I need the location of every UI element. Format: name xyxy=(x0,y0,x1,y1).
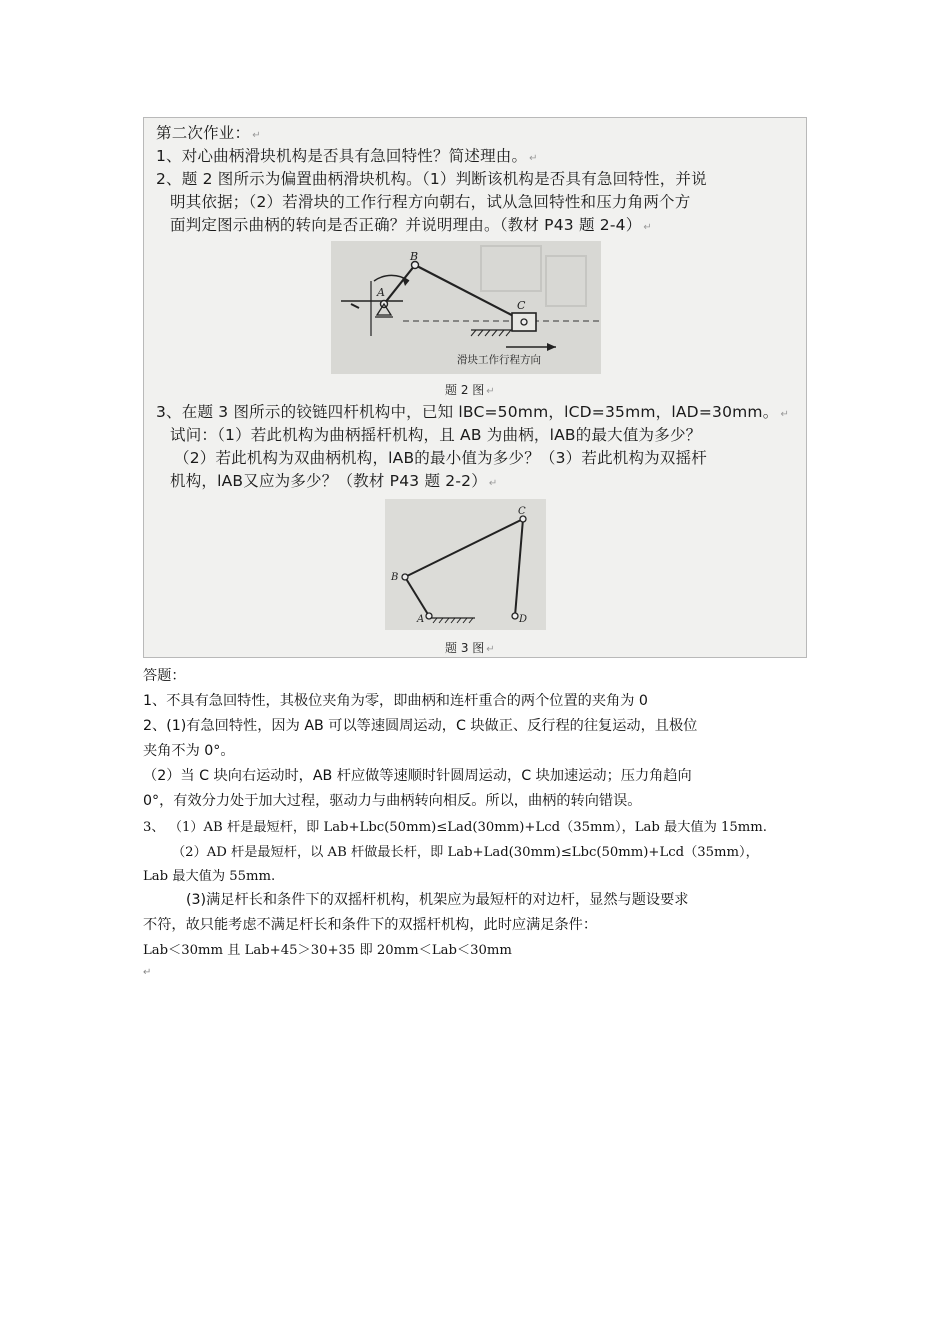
answer-3-line-1: 3、 （1）AB 杆是最短杆，即 Lab+Lbc(50mm)≤Lad(30mm)+Lcd（35mm），Lab 最大值为 15mm. xyxy=(143,820,767,835)
question-3-line-3: （2）若此机构为双曲柄机构，lAB的最小值为多少？（3）若此机构为双摇杆 xyxy=(174,449,707,467)
point-c-label: C xyxy=(517,299,526,312)
scanned-assignment xyxy=(143,117,807,658)
answer-3-line-2: （2）AD 杆是最短杆，以 AB 杆做最长杆，即 Lab+Lad(30mm)≤Lbc(50mm)+Lcd（35mm）， xyxy=(172,845,759,860)
figure-3-caption: 题 3 图 ↵ xyxy=(445,641,495,655)
paragraph-mark: ↵ xyxy=(143,967,152,978)
slider-crank-diagram xyxy=(331,241,601,374)
answer-2-line-1: 2、(1)有急回特性，因为 AB 可以等速圆周运动，C 块做正、反行程的往复运动，且极位 xyxy=(143,718,698,734)
question-3-line-4: 机构，lAB又应为多少？（教材 P43 题 2-2） ↵ xyxy=(170,472,498,490)
four-bar-linkage-diagram xyxy=(385,499,546,630)
question-3-line-1: 3、在题 3 图所示的铰链四杆机构中，已知 lBC=50mm，lCD=35mm，lAD=30mm。 ↵ xyxy=(156,403,790,421)
question-3-line-2: 试问：（1）若此机构为曲柄摇杆机构，且 AB 为曲柄，lAB的最大值为多少？ xyxy=(170,426,702,444)
answer-3-line-3: Lab 最大值为 55mm. xyxy=(143,869,276,884)
figure-2 xyxy=(331,241,601,374)
stroke-direction-label: 滑块工作行程方向 xyxy=(457,354,541,366)
point-a-label: A xyxy=(377,286,385,299)
point-b-label: B xyxy=(410,250,419,263)
fig3-point-c-label: C xyxy=(518,506,526,517)
question-1: 1、对心曲柄滑块机构是否具有急回特性？简述理由。 ↵ xyxy=(156,147,538,165)
answer-1: 1、不具有急回特性，其极位夹角为零，即曲柄和连杆重合的两个位置的夹角为 0 xyxy=(143,693,648,709)
answer-3-line-4: (3)满足杆长和条件下的双摇杆机构，机架应为最短杆的对边杆，显然与题设要求 xyxy=(186,892,689,908)
figure-3 xyxy=(385,499,546,630)
fig3-point-a-label: A xyxy=(417,614,425,625)
fig3-point-b-label: B xyxy=(391,572,399,583)
assignment-heading: 第二次作业： ↵ xyxy=(156,124,261,142)
answer-3-line-6: Lab＜30mm 且 Lab+45＞30+35 即 20mm＜Lab＜30mm xyxy=(143,943,512,958)
answer-2-line-2: 夹角不为 0°。 xyxy=(143,743,235,759)
answer-2-line-3: （2）当 C 块向右运动时，AB 杆应做等速顺时针圆周运动，C 块加速运动；压力角趋向 xyxy=(143,768,692,784)
question-2-line-2: 明其依据；（2）若滑块的工作行程方向朝右，试从急回特性和压力角两个方 xyxy=(170,193,691,211)
figure-2-caption: 题 2 图 ↵ xyxy=(445,383,495,397)
answers-heading: 答题： xyxy=(143,668,186,684)
fig3-point-d-label: D xyxy=(519,614,528,625)
question-2-line-3: 面判定图示曲柄的转向是否正确？并说明理由。（教材 P43 题 2-4） ↵ xyxy=(170,216,653,234)
answer-2-line-4: 0°，有效分力处于加大过程，驱动力与曲柄转向相反。所以，曲柄的转向错误。 xyxy=(143,793,642,809)
question-2-line-1: 2、题 2 图所示为偏置曲柄滑块机构。（1）判断该机构是否具有急回特性，并说 xyxy=(156,170,707,188)
answer-3-line-5: 不符，故只能考虑不满足杆长和条件下的双摇杆机构，此时应满足条件： xyxy=(143,917,598,933)
